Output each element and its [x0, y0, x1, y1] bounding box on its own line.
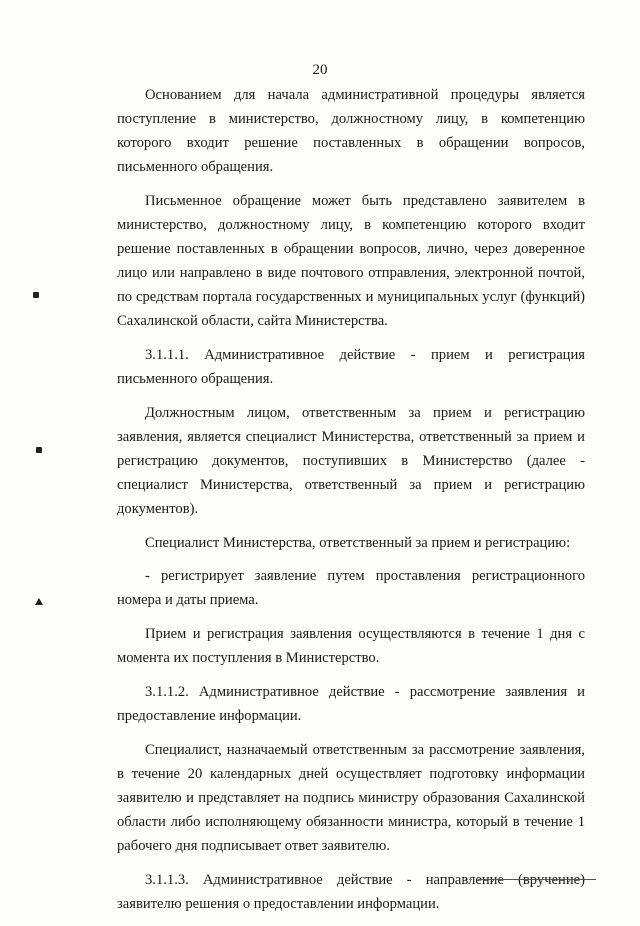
scan-mark	[33, 292, 39, 298]
paragraph-registers-item: - регистрирует заявление путем проставления регистрационного номера и даты приема.	[117, 568, 585, 608]
paragraph-specialist-intro: Специалист Министерства, ответственный за прием и регистрацию:	[145, 535, 571, 551]
page-number: 20	[312, 62, 328, 78]
paragraph-section-3-1-1-1: 3.1.1.1. Административное действие - прием и регистрация письменного обращения.	[117, 347, 585, 387]
paragraph-review-term: Специалист, назначаемый ответственным за рассмотрение заявления, в течение 20 календарных дней осуществляет подготовку информации заявителю и представляет на подпись министру образования Сахалинской области либо исполняющему обязанности министра, который в течение 1 рабочего дня подписывает ответ заявителю.	[117, 742, 585, 854]
scan-mark	[35, 598, 43, 605]
paragraph-section-3-1-1-2: 3.1.1.2. Административное действие - рассмотрение заявления и предоставление информации.	[117, 684, 585, 724]
footer-rule	[478, 879, 596, 880]
paragraph-basis: Основанием для начала административной процедуры является поступление в министерство, должностному лицу, в компетенцию которого входит решение поставленных в обращении вопросов, письменного обращения.	[117, 87, 585, 175]
paragraph-responsible-official: Должностным лицом, ответственным за прием и регистрацию заявления, является специалист Министерства, ответственный за прием и регистрацию документов, поступивших в Министерство (далее - специалист Министерства, ответственный за прием и регистрацию документов).	[117, 405, 585, 517]
scan-mark	[36, 447, 42, 453]
paragraph-section-3-1-1-3: 3.1.1.3. Административное действие - направление (вручение) заявителю решения о предоставлении информации.	[117, 872, 585, 912]
paragraph-written-appeal: Письменное обращение может быть представлено заявителем в министерство, должностному лицу, в компетенцию которого входит решение поставленных в обращении вопросов, лично, через доверенное лицо или направлено в виде почтового отправления, электронной почтой, по средствам портала государственных и муниципальных услуг (функций) Сахалинской области, сайта Министерства.	[117, 193, 585, 329]
paragraph-reception-term: Прием и регистрация заявления осуществляются в течение 1 дня с момента их поступления в Министерство.	[117, 626, 585, 666]
footer-dotted-rule	[462, 879, 472, 880]
document-body	[117, 83, 585, 926]
